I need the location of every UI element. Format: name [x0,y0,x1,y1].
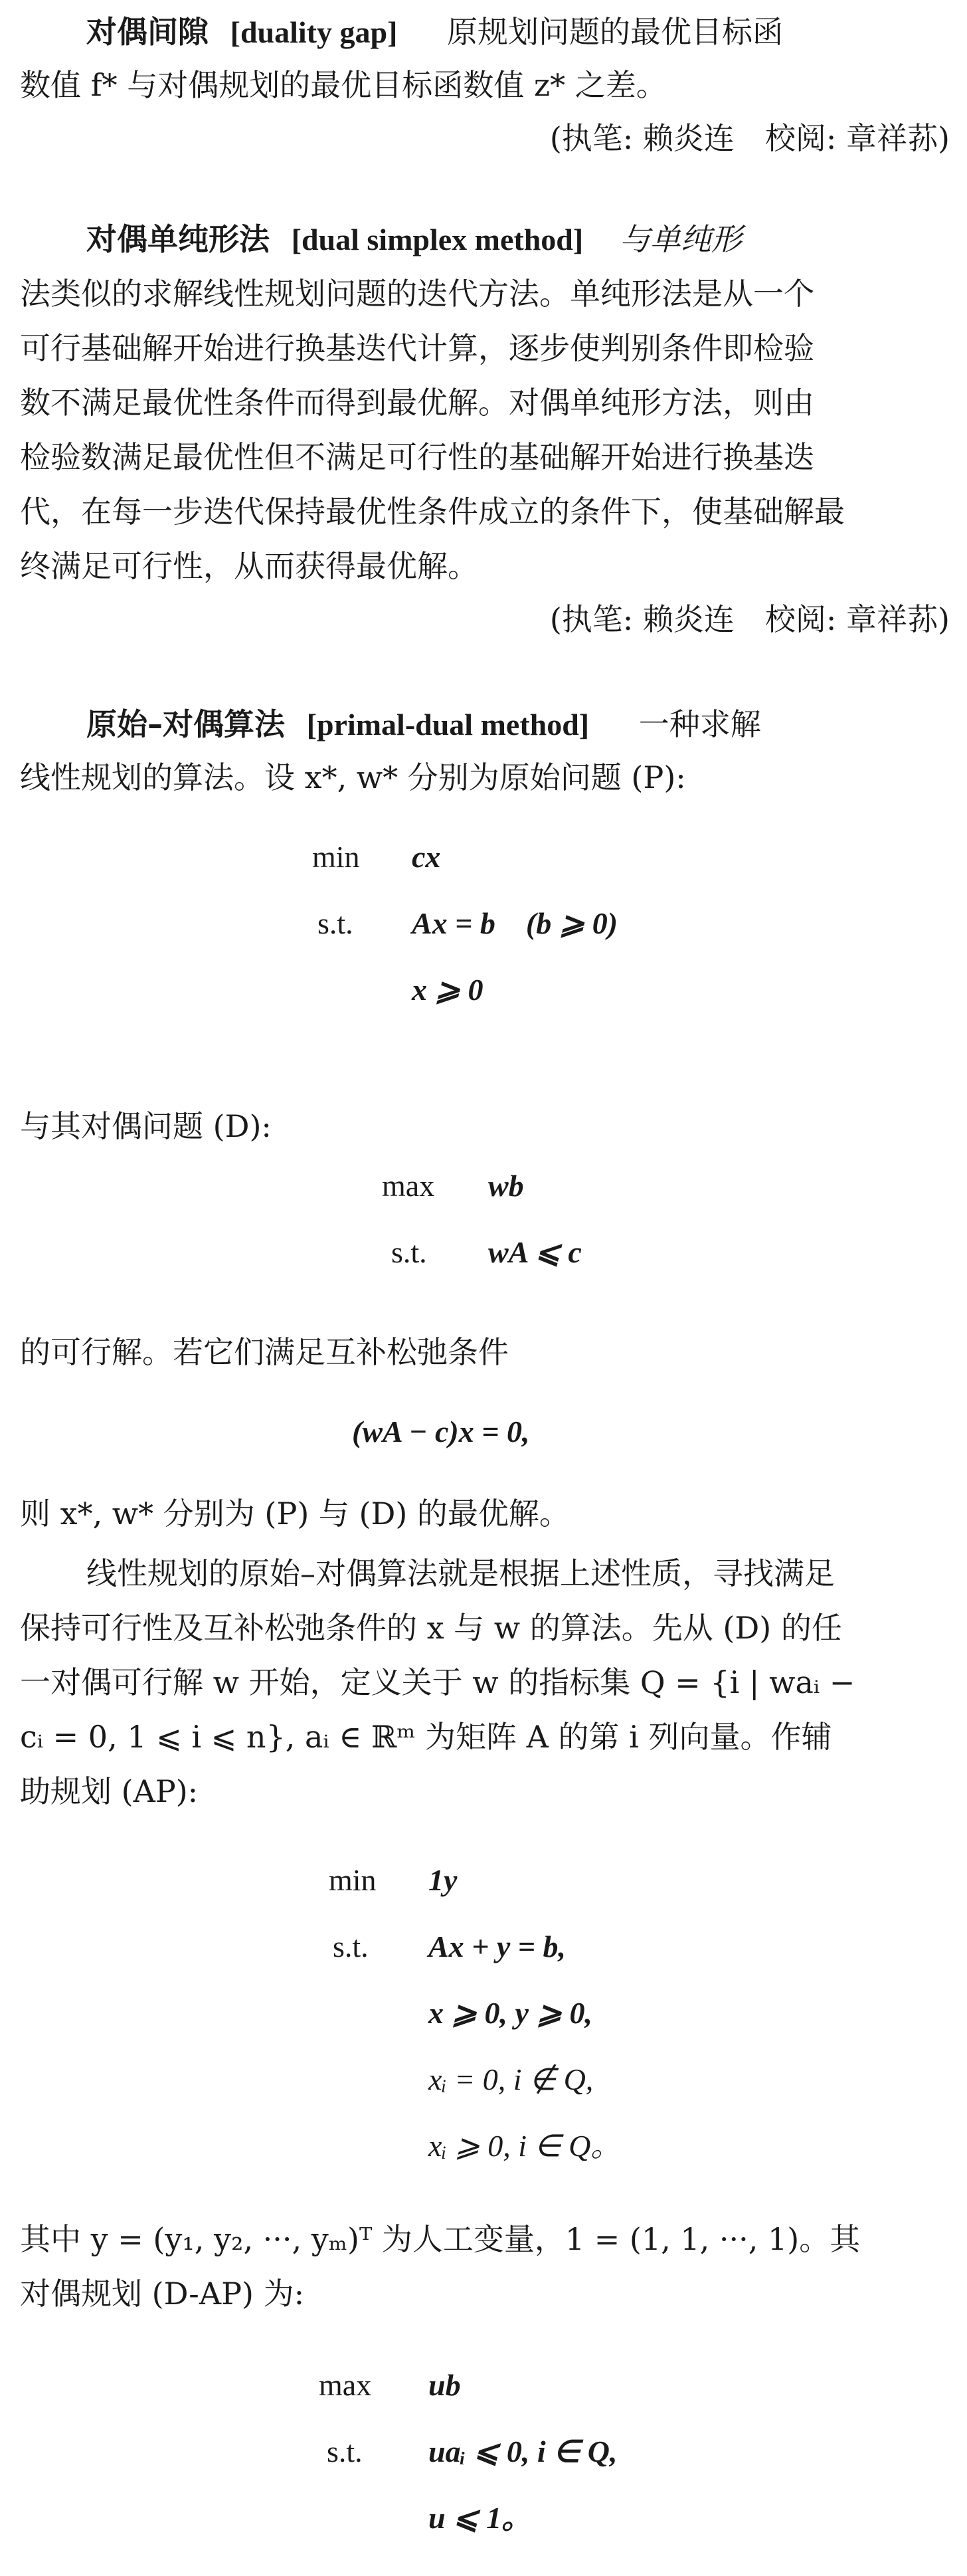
paragraph-line: cᵢ = 0, 1 ⩽ i ⩽ n}, aᵢ ∈ ℝᵐ 为矩阵 A 的第 i 列向量。作辅 [20,1719,832,1755]
problem-label: s.t. [327,2434,363,2468]
problem-constraint: Ax + y = b, [428,1930,567,1963]
entry-text-line: 终满足可行性，从而获得最优解。 [20,548,478,584]
text-line: 则 x*, w* 分别为 (P) 与 (D) 的最优解。 [20,1496,570,1532]
paragraph-line: 助规划 (AP): [20,1773,199,1809]
entry-headword: 对偶间隙 [86,14,209,50]
entry-text-line: 原规划问题的最优目标函 [447,14,784,50]
text-line: 其中 y = (y₁, y₂, ···, yₘ)ᵀ 为人工变量，1 = (1, 1, ···, 1)。其 [20,2221,861,2257]
entry-text-line: 数值 f* 与对偶规划的最优目标函数值 z* 之差。 [20,67,667,103]
entry-headword: 原始–对偶算法 [86,706,285,742]
entry-english-term: [dual simplex method] [291,223,584,256]
entry-text-line: 检验数满足最优性但不满足可行性的基础解开始进行换基迭 [20,439,814,475]
problem-label: min [312,840,360,874]
problem-d [382,1166,780,1272]
entry-text-line: 代，在每一步迭代保持最优性条件成立的条件下，使基础解最 [20,494,845,530]
problem-ap [329,1860,794,2166]
entry-english-term: [duality gap] [230,15,398,49]
problem-objective: 1y [428,1863,458,1897]
text-line: 对偶规划 (D-AP) 为: [20,2276,305,2312]
paragraph-line: 保持可行性及互补松弛条件的 x 与 w 的算法。先从 (D) 的任 [20,1610,842,1646]
entry-text-line: 可行基础解开始进行换基迭代计算，逐步使判别条件即检验 [20,330,814,366]
problem-objective: ub [428,2368,461,2402]
problem-label: s.t. [317,906,353,940]
entry-headword: 对偶单纯形法 [86,221,270,257]
problem-constraint: xᵢ ⩾ 0, i ∈ Q。 [428,2129,622,2163]
problem-label: s.t. [391,1235,427,1269]
problem-d-ap [319,2365,784,2538]
problem-label: max [382,1169,435,1203]
problem-objective: wb [488,1169,524,1203]
entry-credit: (执笔: 赖炎连 校阅: 章祥荪) [549,120,950,156]
complementary-condition: (wA − c)x = 0, [352,1415,530,1448]
entry-english-term: [primal-dual method] [306,708,590,742]
problem-constraint: wA ⩽ c [488,1235,582,1269]
entry-text-line: 数不满足最优性条件而得到最优解。对偶单纯形方法，则由 [20,385,814,421]
problem-objective: cx [412,840,441,874]
paragraph-line: 线性规划的原始–对偶算法就是根据上述性质，寻找满足 [86,1555,835,1591]
problem-constraint: uaᵢ ⩽ 0, i ∈ Q, [428,2434,618,2468]
entry-heading-line [20,12,950,52]
text-line: 的可行解。若它们满足互补松弛条件 [20,1334,509,1370]
problem-constraint: x ⩾ 0 [412,973,484,1007]
paragraph-line: 一对偶可行解 w 开始，定义关于 w 的指标集 Q = {i | waᵢ − [20,1664,855,1700]
entry-credit: (执笔: 赖炎连 校阅: 章祥荪) [549,601,950,637]
problem-constraint: xᵢ = 0, i ∉ Q, [428,2062,594,2096]
problem-label: min [329,1863,377,1897]
text-line: 与其对偶问题 (D): [20,1108,272,1144]
entry-text-line: 线性规划的算法。设 x*, w* 分别为原始问题 (P): [20,759,686,795]
entry-text-line: 与单纯形 [619,221,742,257]
problem-constraint: u ⩽ 1。 [428,2501,533,2535]
problem-constraint: Ax = b (b ⩾ 0) [412,906,618,940]
problem-p [312,837,777,1010]
problem-constraint: x ⩾ 0, y ⩾ 0, [428,1996,593,2030]
problem-label: max [319,2368,372,2402]
entry-text-line: 一种求解 [638,706,761,742]
entry-text-line: 法类似的求解线性规划问题的迭代方法。单纯形法是从一个 [20,276,814,312]
entry-heading-line [20,219,950,260]
problem-label: s.t. [333,1930,369,1963]
entry-heading-line [20,704,950,745]
